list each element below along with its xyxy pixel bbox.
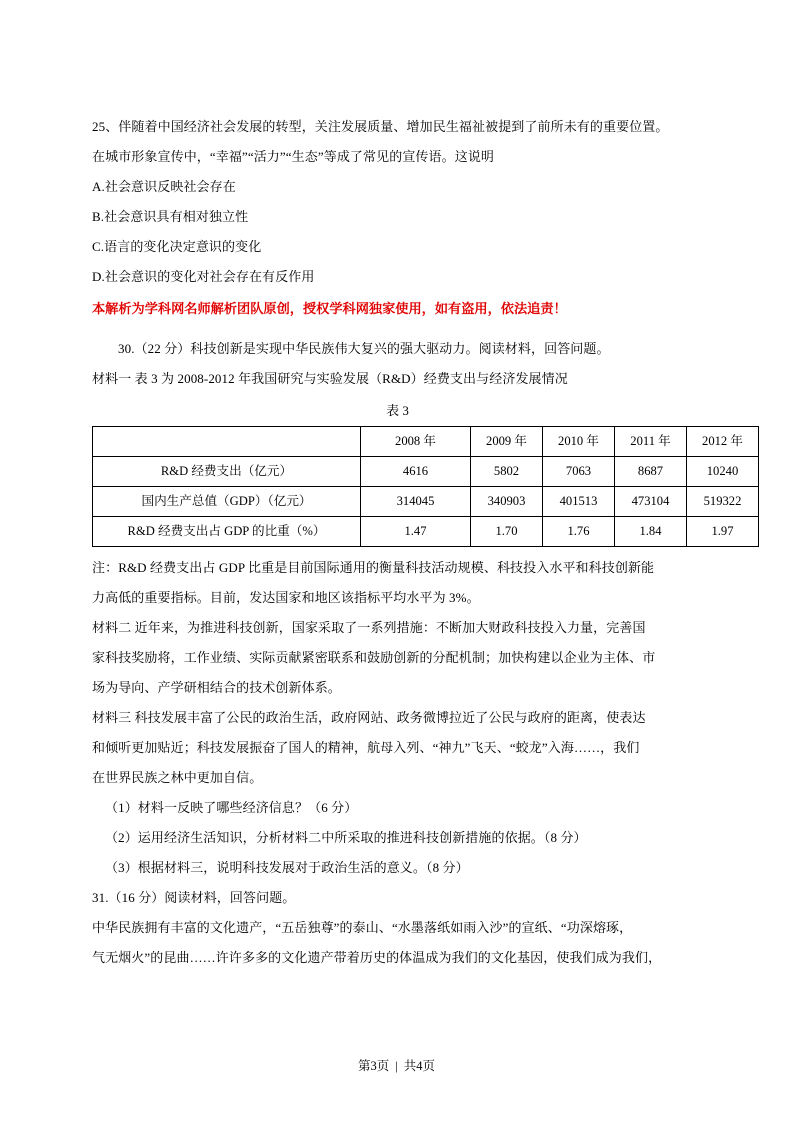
question-30-sub-3: （3）根据材料三，说明科技发展对于政治生活的意义。（8 分） [105,860,469,875]
question-31-line-2: 气无烟火”的昆曲……许许多多的文化遗产带着历史的体温成为我们的文化基因，使我们成为我们， [92,950,662,965]
material-3 [92,703,703,793]
table-header-cell-1: 2008 年 [361,427,471,457]
question-30-sub-2: （2）运用经济生活知识，分析材料二中所采取的推进科技创新措施的依据。（8 分） [105,830,587,845]
page-footer [0,1056,793,1074]
material-3-line-3: 在世界民族之林中更加自信。 [92,770,263,785]
question-31-block [92,883,703,973]
material-3-line-2: 和倾听更加贴近；科技发展振奋了国人的精神，航母入列、“神九”飞天、“蛟龙”入海……，我们 [92,740,640,755]
table-row [93,457,759,487]
question-25-option-a: A.社会意识反映社会存在 [92,179,236,194]
question-30-sub-1: （1）材料一反映了哪些经济信息？（6 分） [105,800,358,815]
table-header-cell-5: 2012 年 [687,427,759,457]
question-30-stem: 30.（22 分）科技创新是实现中华民族伟大复兴的强大驱动力。阅读材料，回答问题。 [118,341,610,356]
question-30-subquestions [92,793,703,883]
table-row-label: R&D 经费支出（亿元） [93,457,361,487]
table-row-label: R&D 经费支出占 GDP 的比重（%） [93,517,361,547]
table-header-row [93,427,759,457]
table-note [92,553,703,613]
table-cell: 4616 [361,457,471,487]
table-row [93,487,759,517]
material-3-line-1: 材料三 科技发展丰富了公民的政治生活，政府网站、政务微博拉近了公民与政府的距离，使表达 [92,710,646,725]
table-caption: 表 3 [386,403,409,418]
rd-expenditure-table [92,426,759,547]
material-2 [92,613,703,703]
material-2-line-2: 家科技奖励将，工作业绩、实际贡献紧密联系和鼓励创新的分配机制；加快构建以企业为主体、市 [92,650,656,665]
table-cell: 1.97 [687,517,759,547]
footer-separator: | [395,1059,398,1073]
table-cell: 7063 [543,457,615,487]
material-2-line-3: 场为导向、产学研相结合的技术创新体系。 [92,680,341,695]
question-31-line-1: 中华民族拥有丰富的文化遗产，“五岳独尊”的泰山、“水墨落纸如雨入沙”的宣纸、“功深熔琢， [92,920,633,935]
footer-current-page: 第3页 [357,1059,390,1073]
table-note-line-1: 注：R&D 经费支出占 GDP 比重是目前国际通用的衡量科技活动规模、科技投入水平和科技创新能 [92,560,655,575]
table-cell: 8687 [615,457,687,487]
question-25-option-c: C.语言的变化决定意识的变化 [92,239,262,254]
question-25-line-1: 25、伴随着中国经济社会发展的转型，关注发展质量、增加民生福祉被提到了前所未有的重要位置。 [92,119,669,134]
material-2-line-1: 材料二 近年来，为推进科技创新，国家采取了一系列措施：不断加大财政科技投入力量，完善国 [92,620,646,635]
copyright-notice: 本解析为学科网名师解析团队原创，授权学科网独家使用，如有盗用，依法追责！ [92,301,567,316]
footer-total-pages: 共4页 [403,1059,436,1073]
question-25-block [92,112,703,292]
table-row-label: 国内生产总值（GDP）（亿元） [93,487,361,517]
table-header-cell-3: 2010 年 [543,427,615,457]
table-cell: 5802 [471,457,543,487]
table-cell: 519322 [687,487,759,517]
table-cell: 1.47 [361,517,471,547]
table-cell: 1.84 [615,517,687,547]
table-cell: 473104 [615,487,687,517]
table-note-line-2: 力高低的重要指标。目前，发达国家和地区该指标平均水平为 3%。 [92,590,480,605]
question-31-stem: 31.（16 分）阅读材料，回答问题。 [92,890,296,905]
table-header-cell-2: 2009 年 [471,427,543,457]
table-cell: 10240 [687,457,759,487]
table-cell: 314045 [361,487,471,517]
table-cell: 340903 [471,487,543,517]
question-25-option-b: B.社会意识具有相对独立性 [92,209,249,224]
table-cell: 1.70 [471,517,543,547]
question-25-line-2: 在城市形象宣传中，“幸福”“活力”“生态”等成了常见的宣传语。这说明 [92,149,495,164]
table-cell: 401513 [543,487,615,517]
table-header-cell-0 [93,427,361,457]
question-25-option-d: D.社会意识的变化对社会存在有反作用 [92,269,315,284]
table-row [93,517,759,547]
table-cell: 1.76 [543,517,615,547]
table-header-cell-4: 2011 年 [615,427,687,457]
question-30-block [92,334,743,883]
question-30-material-1-intro: 材料一 表 3 为 2008-2012 年我国研究与实验发展（R&D）经费支出与经济发展情况 [92,371,568,386]
